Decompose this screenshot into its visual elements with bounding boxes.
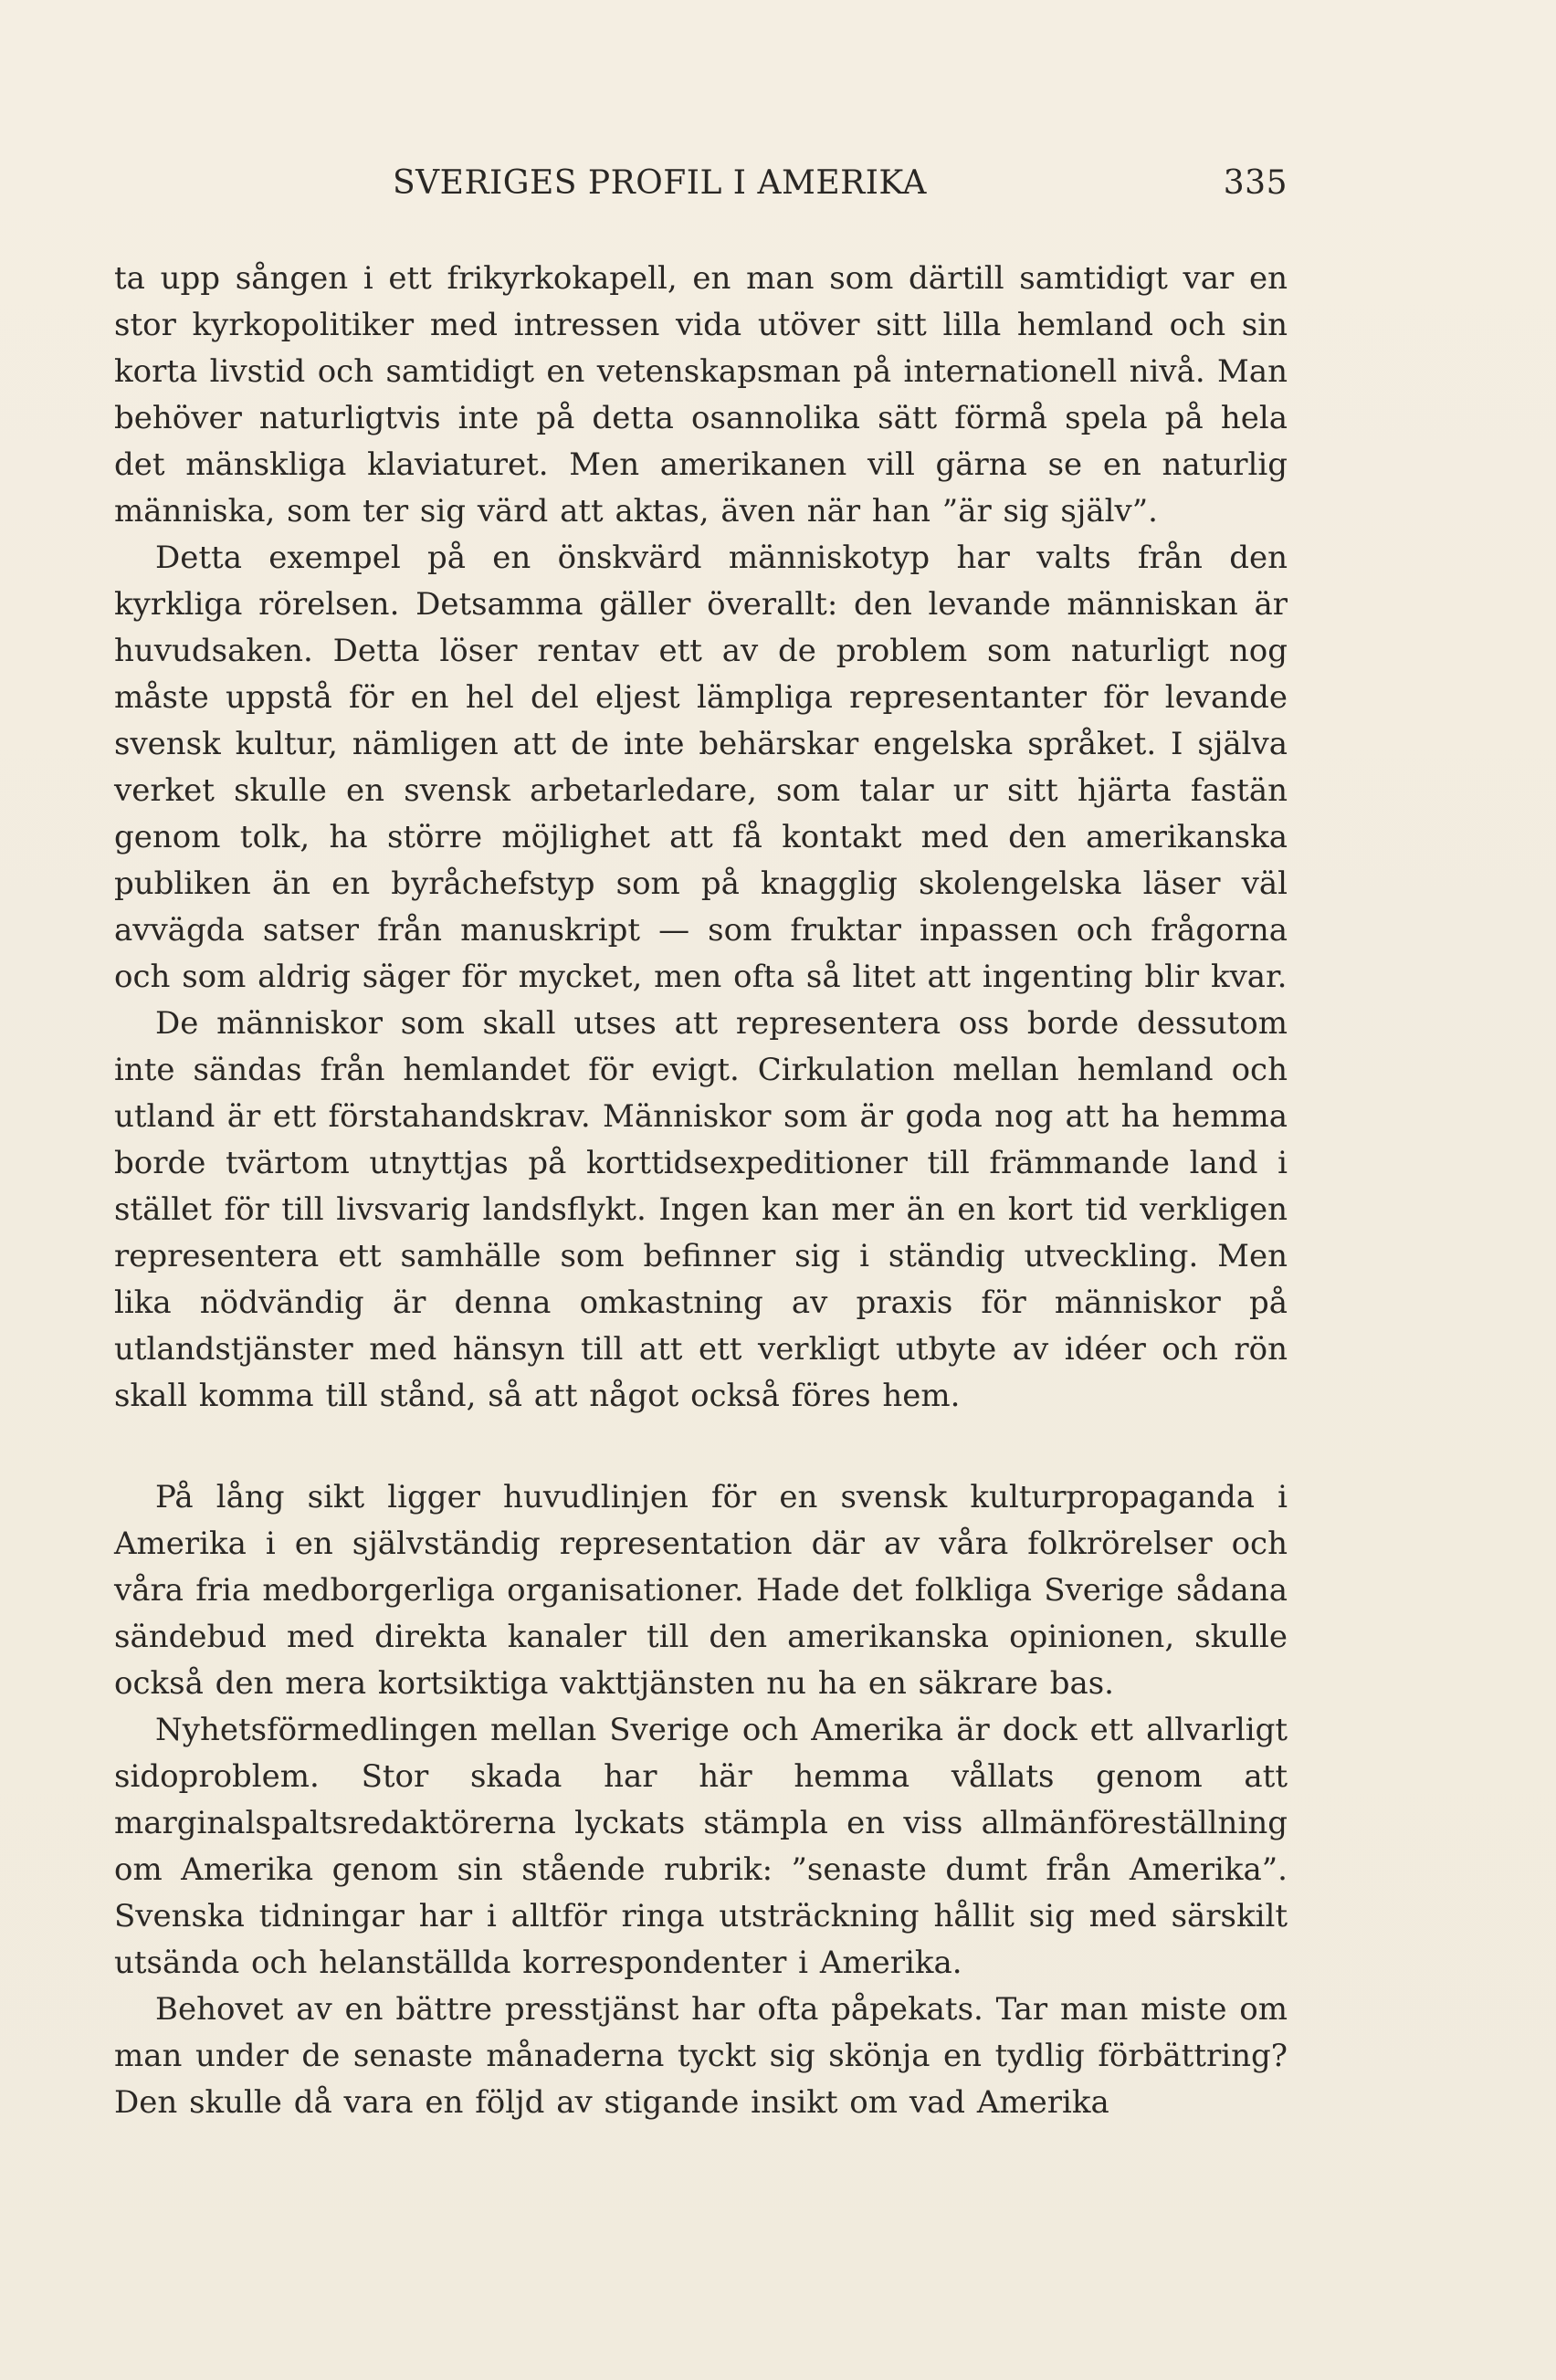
paragraph-continued: ta upp sången i ett frikyrkokapell, en man som därtill samtidigt var en stor kyrkopolitiker med intressen vida utöver sitt lilla hemland och sin korta livstid och samtidigt en vetenskapsman på internationell nivå. Man behöver naturligtvis inte på detta osannolika sätt förmå spela på hela det mänskliga klaviaturet. Men amerikanen vill gärna se en naturlig människa, som ter sig värd att aktas, även när han ”är sig själv”. — [114, 260, 1288, 529]
paragraph: Nyhetsförmedlingen mellan Sverige och Amerika är dock ett allvarligt sidoproblem. Stor skada har här hemma vållats genom att marginalspaltsredaktörerna lyckats stämpla en viss allmänföreställning om Amerika genom sin stående rubrik: ”senaste dumt från Amerika”. Svenska tidningar har i alltför ringa utsträckning hållit sig med särskilt utsända och helanställda korrespondenter i Amerika. — [114, 1712, 1288, 1981]
running-head — [114, 164, 1288, 219]
paragraph: Detta exempel på en önskvärd människotyp har valts från den kyrkliga rörelsen. Detsamma gäller överallt: den levande människan är huvudsaken. Detta löser rentav ett av de problem som naturligt nog måste uppstå för en hel del eljest lämpliga representanter för levande svensk kultur, nämligen att de inte behärskar engelska språket. I själva verket skulle en svensk arbetarledare, som talar ur sitt hjärta fastän genom tolk, ha större möjlighet att få kontakt med den amerikanska publiken än en byråchefstyp som på knagglig skolengelska läser väl avvägda satser från manuskript — som fruktar inpassen och frågorna och som aldrig säger för mycket, men ofta så litet att ingenting blir kvar. — [114, 540, 1288, 995]
text-block — [114, 164, 1288, 2126]
paragraph: De människor som skall utses att representera oss borde dessutom inte sändas från hemlandet för evigt. Cirkulation mellan hemland och utland är ett förstahandskrav. Människor som är goda nog att ha hemma borde tvärtom utnyttjas på korttidsexpeditioner till främmande land i stället för till livsvarig landsflykt. Ingen kan mer än en kort tid verkligen representera ett samhälle som befinner sig i ständig utveckling. Men lika nödvändig är denna omkastning av praxis för människor på utlandstjänster med hänsyn till att ett verkligt utbyte av idéer och rön skall komma till stånd, så att något också föres hem. — [114, 1005, 1288, 1414]
section-break — [114, 1420, 1288, 1474]
paragraph: På lång sikt ligger huvudlinjen för en svensk kulturpropaganda i Amerika i en självständig representation där av våra folkrörelser och våra fria medborgerliga organisationer. Hade det folkliga Sverige sådana sändebud med direkta kanaler till den amerikanska opinionen, skulle också den mera kortsiktiga vakttjänsten nu ha en säkrare bas. — [114, 1479, 1288, 1702]
paragraph: Behovet av en bättre presstjänst har ofta påpekats. Tar man miste om man under de senaste månaderna tyckt sig skönja en tydlig förbättring? Den skulle då vara en följd av stigande insikt om vad Amerika — [114, 1991, 1288, 2121]
running-title: SVERIGES PROFIL I AMERIKA — [393, 164, 927, 202]
page-number: 335 — [1223, 164, 1288, 202]
